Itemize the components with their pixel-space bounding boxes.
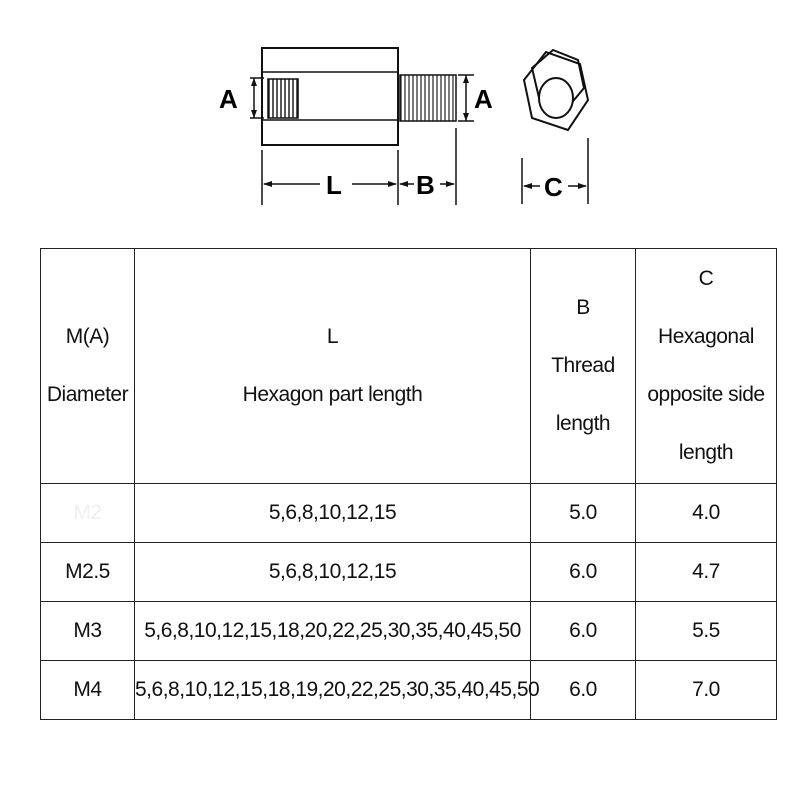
table-row	[41, 543, 777, 602]
cell-lengths: 5,6,8,10,12,15,18,19,20,22,25,30,35,40,45,50	[135, 661, 531, 720]
cell-lengths: 5,6,8,10,12,15	[135, 484, 531, 543]
spec-table	[40, 248, 777, 720]
header-row	[41, 249, 777, 484]
header-hex: C Hexagonal opposite side length	[636, 249, 777, 484]
cell-thread: 6.0	[531, 543, 636, 602]
cell-hex: 4.0	[636, 484, 777, 543]
cell-hex: 5.5	[636, 602, 777, 661]
header-length: L Hexagon part length	[135, 249, 531, 484]
dimension-a-left	[219, 78, 264, 118]
label-a-right: A	[474, 84, 493, 114]
cell-thread: 6.0	[531, 661, 636, 720]
threaded-stud	[400, 75, 456, 121]
cell-lengths: 5,6,8,10,12,15,18,20,22,25,30,35,40,45,50	[135, 602, 531, 661]
cell-size: M3	[41, 602, 135, 661]
standoff-dimension-drawing	[0, 0, 800, 240]
label-a-left: A	[219, 84, 238, 114]
label-b: B	[416, 170, 435, 200]
dimension-c	[522, 138, 588, 204]
internal-thread	[268, 79, 298, 118]
header-diameter: M(A) Diameter	[41, 249, 135, 484]
hex-end-view	[524, 50, 588, 130]
table-row	[41, 661, 777, 720]
cell-hex: 4.7	[636, 543, 777, 602]
table-row	[41, 484, 777, 543]
cell-size: M2	[41, 484, 135, 543]
cell-size: M4	[41, 661, 135, 720]
dimension-a-right	[458, 75, 493, 121]
cell-lengths: 5,6,8,10,12,15	[135, 543, 531, 602]
label-c: C	[544, 172, 563, 202]
cell-thread: 5.0	[531, 484, 636, 543]
cell-size: M2.5	[41, 543, 135, 602]
label-l: L	[326, 170, 342, 200]
table-row	[41, 602, 777, 661]
cell-hex: 7.0	[636, 661, 777, 720]
cell-thread: 6.0	[531, 602, 636, 661]
header-thread: B Thread length	[531, 249, 636, 484]
